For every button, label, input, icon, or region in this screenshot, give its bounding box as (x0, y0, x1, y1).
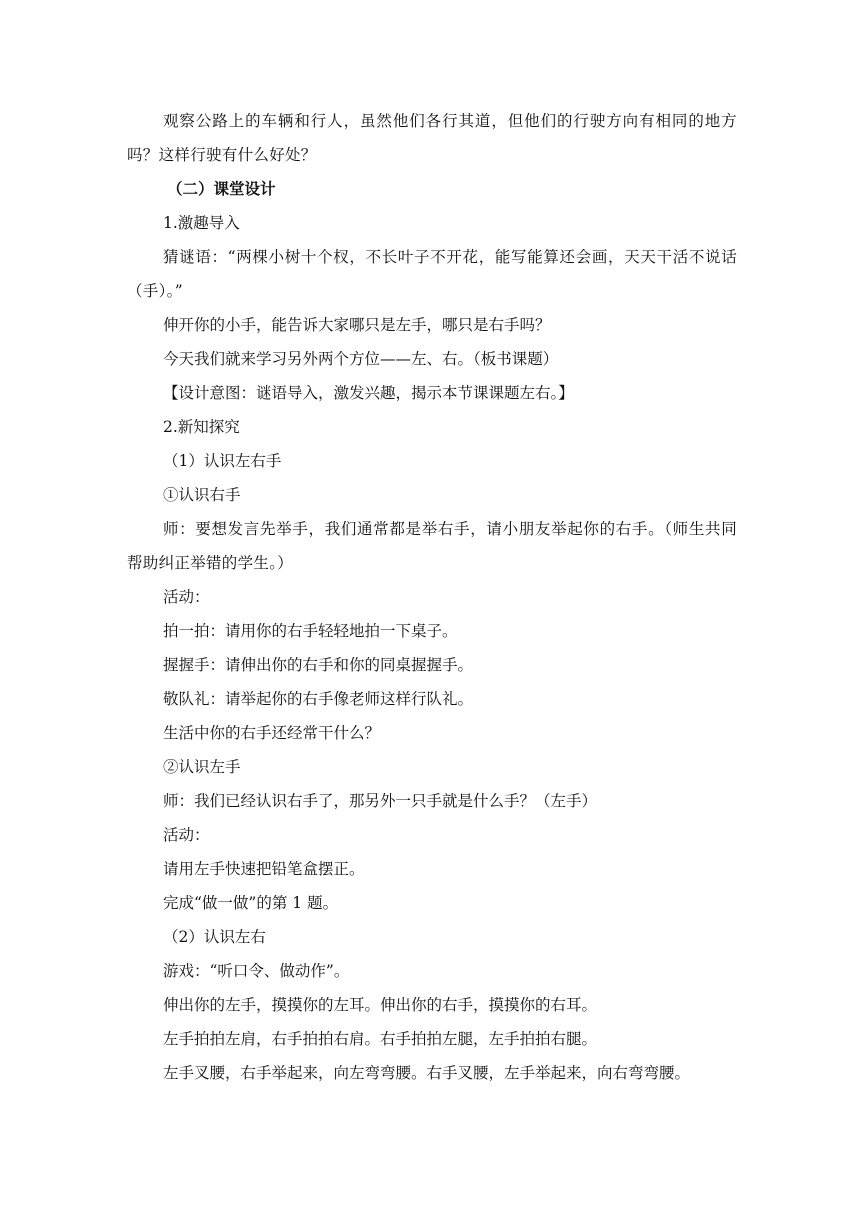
paragraph-pencil-box: 请用左手快速把铅笔盒摆正。 (163, 860, 365, 878)
subheading-left-hand: ②认识左手 (163, 758, 241, 776)
paragraph-touch-ears: 伸出你的左手，摸摸你的左耳。伸出你的右手，摸摸你的右耳。 (163, 996, 598, 1014)
paragraph-salute: 敬队礼：请举起你的右手像老师这样行队礼。 (163, 690, 474, 708)
paragraph-right-hand-life: 生活中你的右手还经常干什么？ (163, 724, 381, 742)
subheading-know-hands: （1）认识左右手 (163, 452, 282, 470)
paragraph-open-hands: 伸开你的小手，能告诉大家哪只是左手，哪只是右手吗？ (163, 316, 551, 334)
paragraph-today-topic: 今天我们就来学习另外两个方位——左、右。（板书课题） (163, 350, 559, 368)
paragraph-game: 游戏：“听口令、做动作”。 (163, 962, 350, 980)
paragraph-teacher-raise-hand: 师：要想发言先举手，我们通常都是举右手，请小朋友举起你的右手。（师生共同帮助纠正举错的学生。） (127, 520, 737, 572)
paragraph-riddle: 猜谜语：“两棵小树十个杈，不长叶子不开花，能写能算还会画，天天干活不说话（手）。” (127, 248, 737, 300)
paragraph-design-intent: 【设计意图：谜语导入，激发兴趣，揭示本节课课题左右。】 (163, 384, 574, 402)
paragraph-observe-road: 观察公路上的车辆和行人，虽然他们各行其道，但他们的行驶方向有相同的地方吗？这样行驶有什么好处？ (127, 112, 737, 164)
paragraph-activity-label: 活动： (163, 588, 210, 606)
paragraph-do-exercise: 完成“做一做”的第 1 题。 (163, 894, 339, 912)
paragraph-activity-label-2: 活动： (163, 826, 210, 844)
paragraph-bend-waist: 左手叉腰，右手举起来，向左弯弯腰。右手叉腰，左手举起来，向右弯弯腰。 (163, 1064, 691, 1082)
section-heading-classroom-design: （二）课堂设计 (167, 179, 276, 198)
paragraph-teacher-other-hand: 师：我们已经认识右手了，那另外一只手就是什么手？（左手） (163, 792, 598, 810)
subheading-know-left-right: （2）认识左右 (163, 928, 266, 946)
subheading-new-knowledge: 2.新知探究 (163, 418, 240, 436)
subheading-stimulate-interest: 1.激趣导入 (163, 214, 240, 232)
paragraph-shake-hands: 握握手：请伸出你的右手和你的同桌握握手。 (163, 656, 474, 674)
document-body (127, 104, 737, 1090)
paragraph-pat-table: 拍一拍：请用你的右手轻轻地拍一下桌子。 (163, 622, 458, 640)
paragraph-pat-shoulders: 左手拍拍左肩，右手拍拍右肩。右手拍拍左腿，左手拍拍右腿。 (163, 1030, 598, 1048)
subheading-right-hand: ①认识右手 (163, 486, 241, 504)
